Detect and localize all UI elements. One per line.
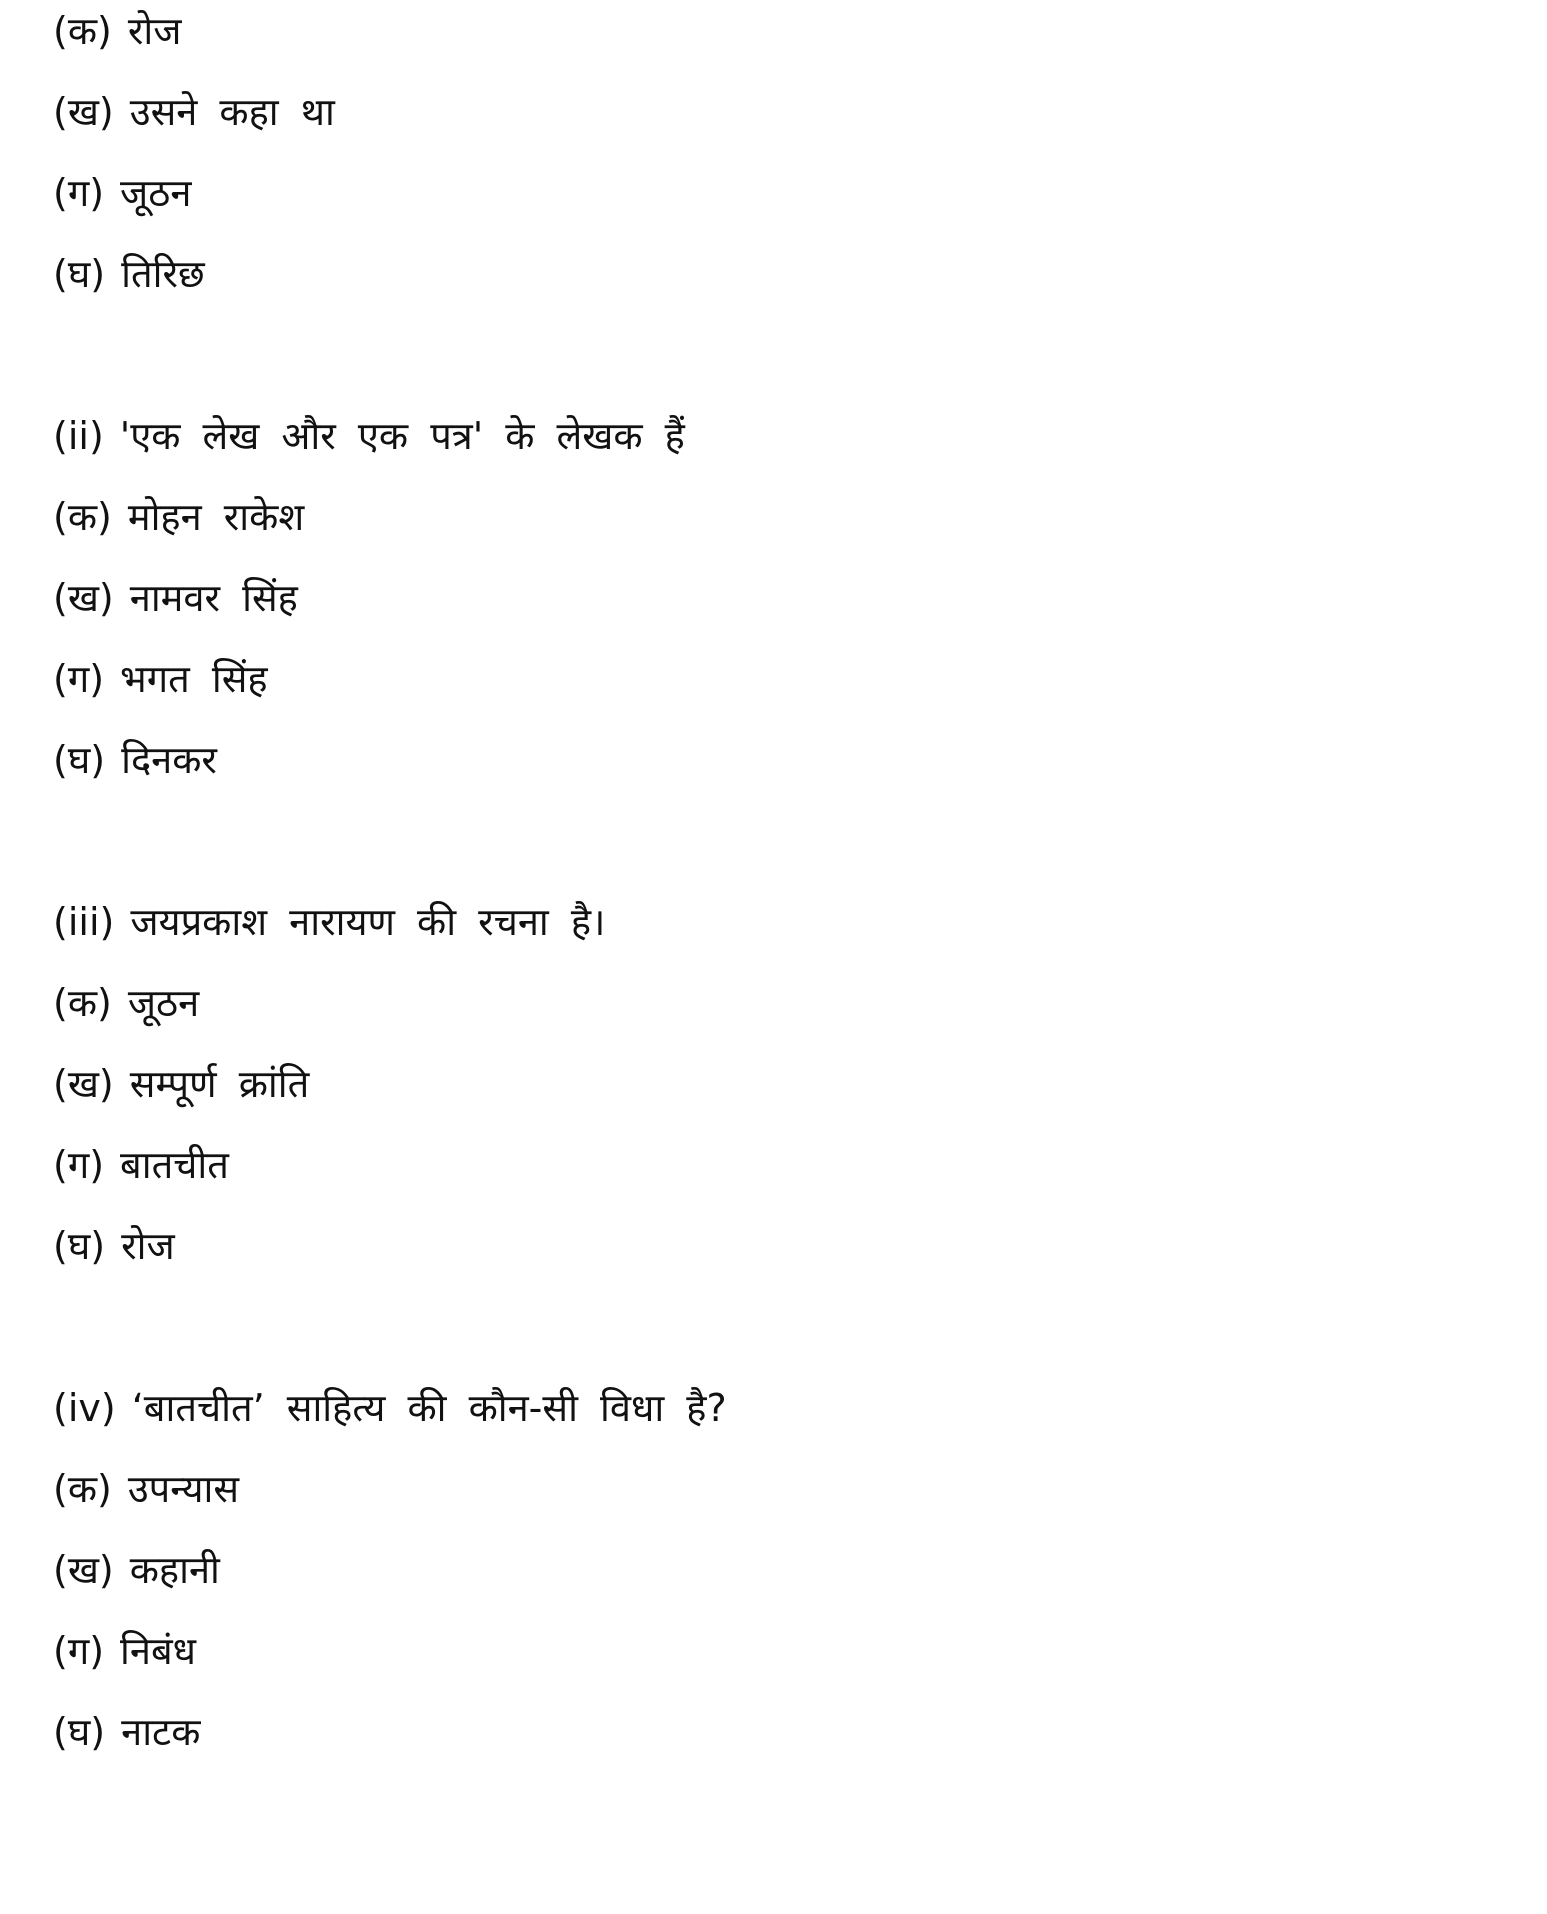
question-number: (iv) [53, 1386, 116, 1430]
option-2-kha [53, 573, 298, 623]
option-text: मोहन राकेश [127, 495, 305, 539]
option-text: सम्पूर्ण क्रांति [129, 1062, 310, 1106]
option-text: रोज [121, 1224, 175, 1268]
option-text: जूठन [120, 171, 192, 215]
option-3-ka [53, 978, 199, 1028]
question-iv [53, 1383, 727, 1433]
option-text: निबंध [120, 1629, 197, 1673]
option-4-ka [53, 1464, 239, 1514]
option-label: (ख) [53, 90, 114, 134]
option-1-kha [53, 87, 335, 137]
option-text: दिनकर [121, 738, 217, 782]
option-label: (ख) [53, 1548, 114, 1592]
option-2-gha [53, 735, 217, 785]
option-text: उपन्यास [127, 1467, 240, 1511]
option-label: (घ) [53, 1224, 106, 1268]
option-label: (घ) [53, 738, 106, 782]
option-label: (ग) [53, 171, 105, 215]
option-text: नामवर सिंह [129, 576, 298, 620]
option-4-kha [53, 1545, 220, 1595]
option-text: रोज [127, 9, 182, 53]
option-1-ka [53, 6, 181, 56]
question-number: (ii) [53, 414, 104, 458]
option-label: (ग) [53, 657, 105, 701]
option-label: (क) [53, 1467, 112, 1511]
option-text: कहानी [129, 1548, 220, 1592]
option-label: (क) [53, 981, 112, 1025]
option-label: (ख) [53, 1062, 114, 1106]
question-text: जयप्रकाश नारायण की रचना है। [130, 900, 606, 944]
option-label: (ग) [53, 1629, 105, 1673]
question-text: 'एक लेख और एक पत्र' के लेखक हैं [119, 414, 685, 458]
question-text: ‘बातचीत’ साहित्य की कौन-सी विधा है? [131, 1386, 727, 1430]
option-1-ga [53, 168, 191, 218]
option-2-ka [53, 492, 304, 542]
option-text: नाटक [121, 1710, 201, 1754]
option-3-kha [53, 1059, 309, 1109]
option-label: (ख) [53, 576, 114, 620]
option-text: तिरिछ [121, 252, 205, 296]
option-label: (घ) [53, 252, 106, 296]
option-text: बातचीत [120, 1143, 229, 1187]
option-label: (क) [53, 495, 112, 539]
question-ii [53, 411, 685, 461]
option-label: (घ) [53, 1710, 106, 1754]
option-text: जूठन [127, 981, 200, 1025]
option-3-gha [53, 1221, 175, 1271]
option-1-gha [53, 249, 205, 299]
option-4-ga [53, 1626, 196, 1676]
question-number: (iii) [53, 900, 115, 944]
option-text: भगत सिंह [120, 657, 268, 701]
option-label: (ग) [53, 1143, 105, 1187]
option-label: (क) [53, 9, 112, 53]
question-iii [53, 897, 605, 947]
option-text: उसने कहा था [129, 90, 335, 134]
option-2-ga [53, 654, 268, 704]
option-3-ga [53, 1140, 229, 1190]
option-4-gha [53, 1707, 200, 1757]
